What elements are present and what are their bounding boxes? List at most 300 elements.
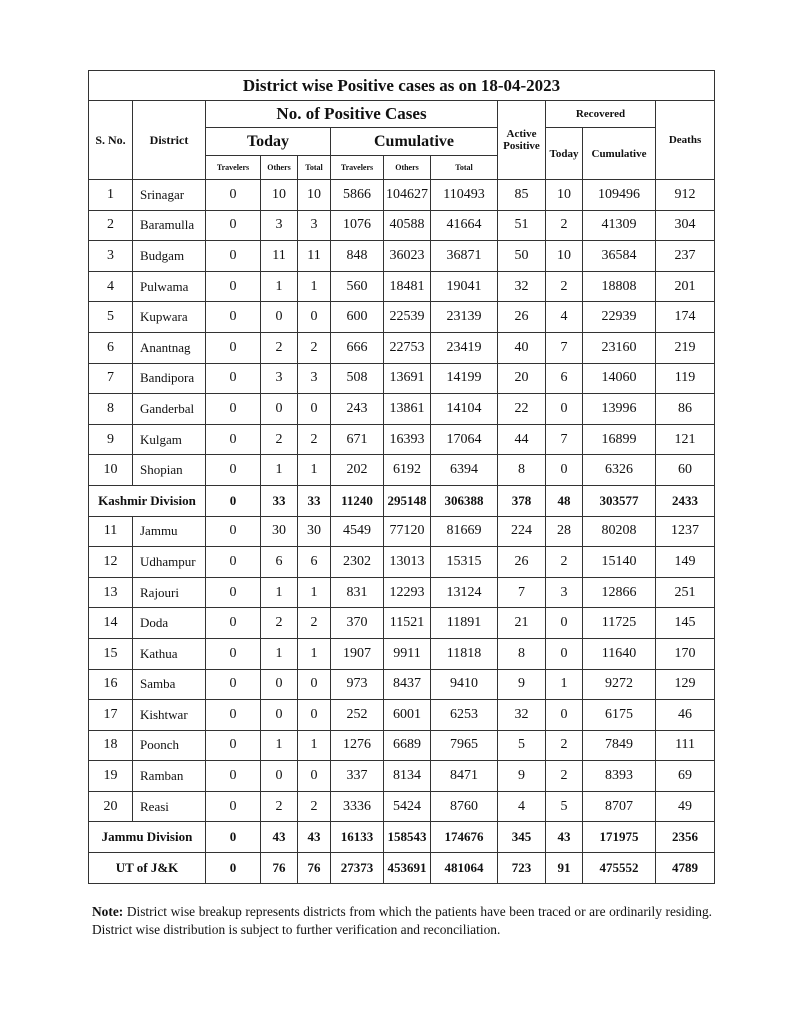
cell-today-total: 3 bbox=[298, 363, 331, 394]
cell-cumulative-travelers: 831 bbox=[331, 577, 384, 608]
cell-sno: 15 bbox=[89, 638, 133, 669]
cell-today-total: 6 bbox=[298, 547, 331, 578]
cell-active-positive: 32 bbox=[498, 271, 546, 302]
cell-recovered-cumulative: 80208 bbox=[583, 516, 656, 547]
footnote bbox=[92, 903, 712, 939]
cell-today-travelers: 0 bbox=[206, 516, 261, 547]
cell-cumulative-others: 36023 bbox=[384, 241, 431, 272]
cell-cumulative-total: 15315 bbox=[431, 547, 498, 578]
cell-active-positive: 378 bbox=[498, 485, 546, 516]
report-sheet bbox=[88, 70, 714, 884]
cell-today-travelers: 0 bbox=[206, 547, 261, 578]
cell-today-others: 1 bbox=[261, 577, 298, 608]
cell-today-others: 0 bbox=[261, 700, 298, 731]
cell-today-others: 33 bbox=[261, 485, 298, 516]
cell-today-total: 3 bbox=[298, 210, 331, 241]
cell-today-travelers: 0 bbox=[206, 638, 261, 669]
cell-recovered-today: 5 bbox=[546, 791, 583, 822]
cell-cumulative-travelers: 3336 bbox=[331, 791, 384, 822]
cell-sno: 8 bbox=[89, 394, 133, 425]
cell-today-travelers: 0 bbox=[206, 241, 261, 272]
cell-sno: 4 bbox=[89, 271, 133, 302]
cell-active-positive: 20 bbox=[498, 363, 546, 394]
header-recovered-cumulative: Cumulative bbox=[583, 128, 656, 180]
cell-cumulative-others: 8437 bbox=[384, 669, 431, 700]
cell-recovered-cumulative: 9272 bbox=[583, 669, 656, 700]
cell-sno: 10 bbox=[89, 455, 133, 486]
cell-cumulative-travelers: 1276 bbox=[331, 730, 384, 761]
cell-cumulative-others: 453691 bbox=[384, 853, 431, 884]
cell-today-travelers: 0 bbox=[206, 853, 261, 884]
cell-active-positive: 32 bbox=[498, 700, 546, 731]
cell-deaths: 2433 bbox=[656, 485, 715, 516]
cell-today-others: 2 bbox=[261, 424, 298, 455]
table-row bbox=[89, 302, 715, 333]
cell-sno: 3 bbox=[89, 241, 133, 272]
cell-today-total: 76 bbox=[298, 853, 331, 884]
cell-recovered-cumulative: 22939 bbox=[583, 302, 656, 333]
cell-deaths: 86 bbox=[656, 394, 715, 425]
cell-district: Pulwama bbox=[133, 271, 206, 302]
cell-cumulative-total: 7965 bbox=[431, 730, 498, 761]
cell-total-label: Kashmir Division bbox=[89, 485, 206, 516]
total-row bbox=[89, 853, 715, 884]
cell-today-others: 1 bbox=[261, 638, 298, 669]
cell-recovered-today: 0 bbox=[546, 455, 583, 486]
cell-recovered-cumulative: 16899 bbox=[583, 424, 656, 455]
cell-cumulative-others: 13013 bbox=[384, 547, 431, 578]
cell-today-travelers: 0 bbox=[206, 332, 261, 363]
cell-deaths: 1237 bbox=[656, 516, 715, 547]
cell-district: Kishtwar bbox=[133, 700, 206, 731]
cell-deaths: 174 bbox=[656, 302, 715, 333]
cell-cumulative-others: 12293 bbox=[384, 577, 431, 608]
cell-today-total: 0 bbox=[298, 669, 331, 700]
cell-today-total: 1 bbox=[298, 455, 331, 486]
cell-cumulative-travelers: 11240 bbox=[331, 485, 384, 516]
cell-active-positive: 7 bbox=[498, 577, 546, 608]
cell-deaths: 129 bbox=[656, 669, 715, 700]
cell-active-positive: 4 bbox=[498, 791, 546, 822]
cell-recovered-today: 43 bbox=[546, 822, 583, 853]
table-row bbox=[89, 241, 715, 272]
cell-deaths: 60 bbox=[656, 455, 715, 486]
cell-cumulative-total: 13124 bbox=[431, 577, 498, 608]
cell-sno: 7 bbox=[89, 363, 133, 394]
cell-cumulative-total: 11891 bbox=[431, 608, 498, 639]
cell-recovered-cumulative: 11640 bbox=[583, 638, 656, 669]
cell-today-others: 0 bbox=[261, 302, 298, 333]
cell-district: Kulgam bbox=[133, 424, 206, 455]
cell-sno: 12 bbox=[89, 547, 133, 578]
cell-cumulative-others: 6192 bbox=[384, 455, 431, 486]
district-cases-table bbox=[88, 70, 715, 884]
cell-cumulative-others: 158543 bbox=[384, 822, 431, 853]
cell-sno: 2 bbox=[89, 210, 133, 241]
cell-cumulative-total: 8471 bbox=[431, 761, 498, 792]
cell-deaths: 49 bbox=[656, 791, 715, 822]
cell-recovered-today: 2 bbox=[546, 730, 583, 761]
cell-district: Udhampur bbox=[133, 547, 206, 578]
cell-recovered-today: 2 bbox=[546, 761, 583, 792]
cell-today-total: 1 bbox=[298, 577, 331, 608]
cell-active-positive: 5 bbox=[498, 730, 546, 761]
cell-district: Budgam bbox=[133, 241, 206, 272]
cell-deaths: 149 bbox=[656, 547, 715, 578]
table-row bbox=[89, 638, 715, 669]
table-body bbox=[89, 180, 715, 884]
cell-today-travelers: 0 bbox=[206, 577, 261, 608]
cell-deaths: 219 bbox=[656, 332, 715, 363]
table-row bbox=[89, 363, 715, 394]
cell-cumulative-travelers: 337 bbox=[331, 761, 384, 792]
table-row bbox=[89, 577, 715, 608]
cell-recovered-cumulative: 23160 bbox=[583, 332, 656, 363]
cell-sno: 13 bbox=[89, 577, 133, 608]
header-deaths: Deaths bbox=[656, 101, 715, 180]
cell-cumulative-total: 306388 bbox=[431, 485, 498, 516]
cell-today-others: 2 bbox=[261, 332, 298, 363]
cell-cumulative-travelers: 370 bbox=[331, 608, 384, 639]
cell-recovered-today: 10 bbox=[546, 241, 583, 272]
cell-recovered-cumulative: 109496 bbox=[583, 180, 656, 211]
cell-recovered-cumulative: 7849 bbox=[583, 730, 656, 761]
cell-cumulative-others: 13691 bbox=[384, 363, 431, 394]
cell-today-total: 43 bbox=[298, 822, 331, 853]
cell-cumulative-travelers: 16133 bbox=[331, 822, 384, 853]
cell-recovered-today: 1 bbox=[546, 669, 583, 700]
header-today-total: Total bbox=[298, 156, 331, 180]
cell-sno: 6 bbox=[89, 332, 133, 363]
cell-cumulative-total: 481064 bbox=[431, 853, 498, 884]
cell-recovered-cumulative: 36584 bbox=[583, 241, 656, 272]
cell-active-positive: 224 bbox=[498, 516, 546, 547]
table-row bbox=[89, 608, 715, 639]
table-row bbox=[89, 700, 715, 731]
cell-cumulative-total: 6394 bbox=[431, 455, 498, 486]
cell-today-travelers: 0 bbox=[206, 271, 261, 302]
cell-today-total: 10 bbox=[298, 180, 331, 211]
cell-active-positive: 21 bbox=[498, 608, 546, 639]
cell-today-others: 1 bbox=[261, 271, 298, 302]
header-today-others: Others bbox=[261, 156, 298, 180]
cell-sno: 18 bbox=[89, 730, 133, 761]
cell-recovered-cumulative: 15140 bbox=[583, 547, 656, 578]
cell-cumulative-others: 6689 bbox=[384, 730, 431, 761]
cell-recovered-today: 4 bbox=[546, 302, 583, 333]
cell-cumulative-others: 16393 bbox=[384, 424, 431, 455]
cell-active-positive: 9 bbox=[498, 669, 546, 700]
cell-district: Srinagar bbox=[133, 180, 206, 211]
cell-today-total: 33 bbox=[298, 485, 331, 516]
cell-today-travelers: 0 bbox=[206, 700, 261, 731]
cell-cumulative-total: 14104 bbox=[431, 394, 498, 425]
cell-recovered-cumulative: 6175 bbox=[583, 700, 656, 731]
cell-sno: 17 bbox=[89, 700, 133, 731]
cell-cumulative-total: 174676 bbox=[431, 822, 498, 853]
cell-district: Ramban bbox=[133, 761, 206, 792]
cell-cumulative-others: 9911 bbox=[384, 638, 431, 669]
cell-active-positive: 44 bbox=[498, 424, 546, 455]
cell-today-total: 2 bbox=[298, 608, 331, 639]
cell-today-travelers: 0 bbox=[206, 180, 261, 211]
cell-recovered-cumulative: 18808 bbox=[583, 271, 656, 302]
cell-cumulative-total: 41664 bbox=[431, 210, 498, 241]
cell-district: Anantnag bbox=[133, 332, 206, 363]
cell-cumulative-total: 110493 bbox=[431, 180, 498, 211]
cell-active-positive: 85 bbox=[498, 180, 546, 211]
cell-sno: 14 bbox=[89, 608, 133, 639]
table-row bbox=[89, 761, 715, 792]
cell-today-others: 43 bbox=[261, 822, 298, 853]
cell-cumulative-travelers: 202 bbox=[331, 455, 384, 486]
cell-today-travelers: 0 bbox=[206, 822, 261, 853]
cell-total-label: UT of J&K bbox=[89, 853, 206, 884]
cell-recovered-cumulative: 12866 bbox=[583, 577, 656, 608]
cell-recovered-today: 0 bbox=[546, 394, 583, 425]
cell-cumulative-others: 295148 bbox=[384, 485, 431, 516]
cell-today-others: 3 bbox=[261, 363, 298, 394]
cell-today-others: 0 bbox=[261, 394, 298, 425]
cell-today-travelers: 0 bbox=[206, 302, 261, 333]
cell-cumulative-travelers: 600 bbox=[331, 302, 384, 333]
cell-recovered-today: 28 bbox=[546, 516, 583, 547]
cell-today-travelers: 0 bbox=[206, 394, 261, 425]
cell-today-travelers: 0 bbox=[206, 424, 261, 455]
cell-recovered-cumulative: 171975 bbox=[583, 822, 656, 853]
cell-deaths: 111 bbox=[656, 730, 715, 761]
cell-recovered-today: 0 bbox=[546, 608, 583, 639]
cell-cumulative-others: 77120 bbox=[384, 516, 431, 547]
cell-today-total: 11 bbox=[298, 241, 331, 272]
cell-cumulative-travelers: 252 bbox=[331, 700, 384, 731]
cell-deaths: 69 bbox=[656, 761, 715, 792]
cell-active-positive: 26 bbox=[498, 547, 546, 578]
cell-active-positive: 51 bbox=[498, 210, 546, 241]
header-active-positive: Active Positive bbox=[498, 101, 546, 180]
cell-today-others: 1 bbox=[261, 730, 298, 761]
cell-recovered-cumulative: 475552 bbox=[583, 853, 656, 884]
total-row bbox=[89, 822, 715, 853]
cell-cumulative-others: 40588 bbox=[384, 210, 431, 241]
cell-cumulative-others: 22539 bbox=[384, 302, 431, 333]
cell-cumulative-others: 13861 bbox=[384, 394, 431, 425]
cell-today-total: 30 bbox=[298, 516, 331, 547]
cell-recovered-cumulative: 13996 bbox=[583, 394, 656, 425]
cell-today-total: 1 bbox=[298, 271, 331, 302]
table-row bbox=[89, 424, 715, 455]
cell-district: Rajouri bbox=[133, 577, 206, 608]
cell-district: Shopian bbox=[133, 455, 206, 486]
cell-today-total: 0 bbox=[298, 394, 331, 425]
cell-recovered-cumulative: 11725 bbox=[583, 608, 656, 639]
cell-cumulative-others: 8134 bbox=[384, 761, 431, 792]
cell-today-total: 0 bbox=[298, 302, 331, 333]
cell-today-total: 1 bbox=[298, 638, 331, 669]
cell-district: Samba bbox=[133, 669, 206, 700]
table-row bbox=[89, 271, 715, 302]
cell-cumulative-travelers: 243 bbox=[331, 394, 384, 425]
cell-today-others: 6 bbox=[261, 547, 298, 578]
header-recovered-today: Today bbox=[546, 128, 583, 180]
cell-deaths: 170 bbox=[656, 638, 715, 669]
cell-active-positive: 40 bbox=[498, 332, 546, 363]
cell-today-total: 2 bbox=[298, 791, 331, 822]
cell-district: Ganderbal bbox=[133, 394, 206, 425]
cell-today-travelers: 0 bbox=[206, 363, 261, 394]
cell-cumulative-total: 23139 bbox=[431, 302, 498, 333]
cell-today-travelers: 0 bbox=[206, 730, 261, 761]
cell-sno: 20 bbox=[89, 791, 133, 822]
cell-sno: 19 bbox=[89, 761, 133, 792]
cell-recovered-today: 0 bbox=[546, 700, 583, 731]
table-title: District wise Positive cases as on 18-04-2023 bbox=[89, 71, 715, 101]
cell-today-others: 1 bbox=[261, 455, 298, 486]
cell-cumulative-total: 81669 bbox=[431, 516, 498, 547]
cell-deaths: 201 bbox=[656, 271, 715, 302]
header-cumulative-travelers: Travelers bbox=[331, 156, 384, 180]
cell-cumulative-travelers: 848 bbox=[331, 241, 384, 272]
cell-today-others: 0 bbox=[261, 669, 298, 700]
cell-deaths: 121 bbox=[656, 424, 715, 455]
note-text: District wise breakup represents districts from which the patients have been traced or are ordinarily residing. District wise distribution is subject to further verification and reconciliation. bbox=[92, 904, 712, 937]
cell-sno: 16 bbox=[89, 669, 133, 700]
cell-cumulative-travelers: 973 bbox=[331, 669, 384, 700]
table-row bbox=[89, 210, 715, 241]
header-positive-cases: No. of Positive Cases bbox=[206, 101, 498, 128]
cell-today-others: 2 bbox=[261, 791, 298, 822]
table-row bbox=[89, 669, 715, 700]
table-row bbox=[89, 332, 715, 363]
cell-cumulative-others: 104627 bbox=[384, 180, 431, 211]
cell-sno: 5 bbox=[89, 302, 133, 333]
cell-cumulative-others: 5424 bbox=[384, 791, 431, 822]
cell-today-others: 0 bbox=[261, 761, 298, 792]
cell-deaths: 46 bbox=[656, 700, 715, 731]
cell-cumulative-travelers: 671 bbox=[331, 424, 384, 455]
cell-recovered-today: 2 bbox=[546, 210, 583, 241]
cell-cumulative-travelers: 1907 bbox=[331, 638, 384, 669]
cell-today-others: 3 bbox=[261, 210, 298, 241]
cell-cumulative-travelers: 2302 bbox=[331, 547, 384, 578]
cell-today-total: 0 bbox=[298, 761, 331, 792]
cell-today-others: 10 bbox=[261, 180, 298, 211]
cell-district: Bandipora bbox=[133, 363, 206, 394]
cell-today-others: 30 bbox=[261, 516, 298, 547]
cell-today-travelers: 0 bbox=[206, 210, 261, 241]
cell-total-label: Jammu Division bbox=[89, 822, 206, 853]
cell-cumulative-total: 11818 bbox=[431, 638, 498, 669]
cell-recovered-cumulative: 6326 bbox=[583, 455, 656, 486]
cell-active-positive: 8 bbox=[498, 455, 546, 486]
cell-recovered-cumulative: 41309 bbox=[583, 210, 656, 241]
cell-today-others: 76 bbox=[261, 853, 298, 884]
cell-today-travelers: 0 bbox=[206, 485, 261, 516]
cell-active-positive: 345 bbox=[498, 822, 546, 853]
cell-deaths: 251 bbox=[656, 577, 715, 608]
header-recovered: Recovered bbox=[546, 101, 656, 128]
cell-deaths: 237 bbox=[656, 241, 715, 272]
cell-cumulative-travelers: 1076 bbox=[331, 210, 384, 241]
header-cumulative-total: Total bbox=[431, 156, 498, 180]
cell-recovered-today: 7 bbox=[546, 332, 583, 363]
cell-recovered-today: 0 bbox=[546, 638, 583, 669]
cell-today-total: 2 bbox=[298, 424, 331, 455]
cell-cumulative-total: 6253 bbox=[431, 700, 498, 731]
cell-cumulative-total: 14199 bbox=[431, 363, 498, 394]
cell-district: Kathua bbox=[133, 638, 206, 669]
header-sno: S. No. bbox=[89, 101, 133, 180]
cell-deaths: 119 bbox=[656, 363, 715, 394]
cell-deaths: 2356 bbox=[656, 822, 715, 853]
cell-cumulative-total: 8760 bbox=[431, 791, 498, 822]
cell-cumulative-total: 19041 bbox=[431, 271, 498, 302]
header-district: District bbox=[133, 101, 206, 180]
cell-cumulative-total: 9410 bbox=[431, 669, 498, 700]
header-today-travelers: Travelers bbox=[206, 156, 261, 180]
cell-recovered-today: 3 bbox=[546, 577, 583, 608]
cell-deaths: 4789 bbox=[656, 853, 715, 884]
cell-recovered-today: 7 bbox=[546, 424, 583, 455]
cell-district: Reasi bbox=[133, 791, 206, 822]
table-row bbox=[89, 516, 715, 547]
cell-today-travelers: 0 bbox=[206, 455, 261, 486]
cell-cumulative-travelers: 508 bbox=[331, 363, 384, 394]
table-row bbox=[89, 730, 715, 761]
cell-deaths: 145 bbox=[656, 608, 715, 639]
cell-district: Poonch bbox=[133, 730, 206, 761]
cell-cumulative-others: 6001 bbox=[384, 700, 431, 731]
table-row bbox=[89, 180, 715, 211]
cell-district: Kupwara bbox=[133, 302, 206, 333]
cell-deaths: 912 bbox=[656, 180, 715, 211]
cell-cumulative-total: 23419 bbox=[431, 332, 498, 363]
cell-today-total: 1 bbox=[298, 730, 331, 761]
cell-sno: 9 bbox=[89, 424, 133, 455]
table-row bbox=[89, 394, 715, 425]
cell-recovered-today: 91 bbox=[546, 853, 583, 884]
cell-recovered-today: 2 bbox=[546, 271, 583, 302]
cell-recovered-today: 6 bbox=[546, 363, 583, 394]
cell-today-total: 2 bbox=[298, 332, 331, 363]
cell-cumulative-total: 17064 bbox=[431, 424, 498, 455]
cell-today-travelers: 0 bbox=[206, 791, 261, 822]
cell-active-positive: 26 bbox=[498, 302, 546, 333]
cell-cumulative-travelers: 666 bbox=[331, 332, 384, 363]
cell-today-travelers: 0 bbox=[206, 608, 261, 639]
header-cumulative-others: Others bbox=[384, 156, 431, 180]
cell-recovered-today: 10 bbox=[546, 180, 583, 211]
cell-district: Doda bbox=[133, 608, 206, 639]
cell-recovered-cumulative: 14060 bbox=[583, 363, 656, 394]
cell-district: Jammu bbox=[133, 516, 206, 547]
cell-active-positive: 723 bbox=[498, 853, 546, 884]
cell-cumulative-travelers: 4549 bbox=[331, 516, 384, 547]
cell-today-travelers: 0 bbox=[206, 669, 261, 700]
cell-deaths: 304 bbox=[656, 210, 715, 241]
cell-cumulative-others: 11521 bbox=[384, 608, 431, 639]
cell-recovered-cumulative: 8393 bbox=[583, 761, 656, 792]
header-cumulative: Cumulative bbox=[331, 128, 498, 156]
note-label: Note: bbox=[92, 904, 124, 919]
table-row bbox=[89, 547, 715, 578]
cell-cumulative-others: 18481 bbox=[384, 271, 431, 302]
header-today: Today bbox=[206, 128, 331, 156]
cell-recovered-cumulative: 303577 bbox=[583, 485, 656, 516]
cell-cumulative-others: 22753 bbox=[384, 332, 431, 363]
cell-cumulative-travelers: 560 bbox=[331, 271, 384, 302]
cell-sno: 11 bbox=[89, 516, 133, 547]
